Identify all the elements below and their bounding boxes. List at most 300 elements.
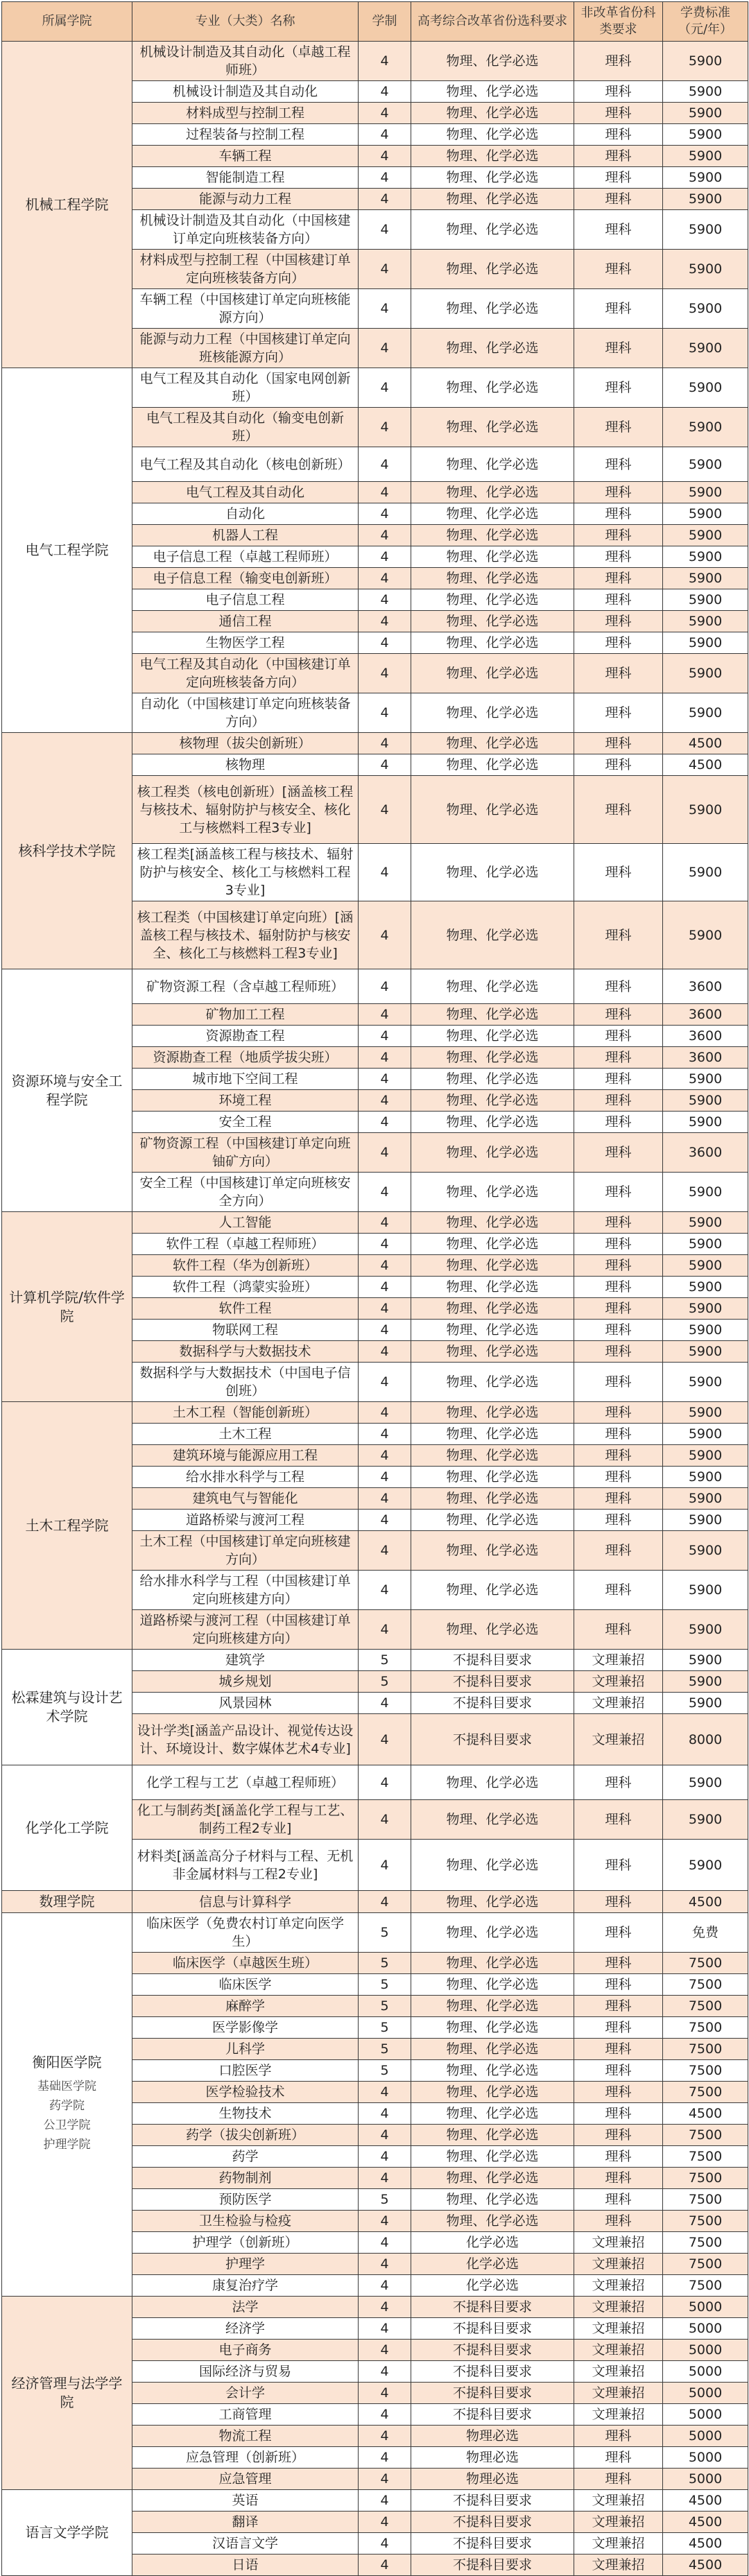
- years-cell: 4: [359, 1047, 411, 1069]
- years-cell: 4: [359, 1298, 411, 1320]
- major-name-cell: 材料成型与控制工程（中国核建订单定向班核装备方向）: [132, 250, 359, 289]
- reform-subjects-cell: 物理、化学必选: [411, 1255, 574, 1277]
- nonreform-category-cell: 理科: [574, 81, 663, 103]
- major-name-cell: 康复治疗学: [132, 2275, 359, 2297]
- nonreform-category-cell: 理科: [574, 525, 663, 546]
- years-cell: 4: [359, 1510, 411, 1531]
- years-cell: 4: [359, 1714, 411, 1765]
- years-cell: 4: [359, 1112, 411, 1133]
- major-name-cell: 化学工程与工艺（卓越工程师班）: [132, 1765, 359, 1800]
- tuition-cell: 5900: [663, 81, 748, 103]
- major-name-cell: 给水排水科学与工程: [132, 1467, 359, 1488]
- years-cell: 4: [359, 1234, 411, 1255]
- major-name-cell: 核工程类（核电创新班）[涵盖核工程与核技术、辐射防护与核安全、核化工与核燃料工程3专业]: [132, 776, 359, 844]
- major-name-cell: 数据科学与大数据技术（中国电子信创班）: [132, 1363, 359, 1402]
- reform-subjects-cell: 不提科目要求: [411, 1714, 574, 1765]
- major-name-cell: 矿物加工工程: [132, 1004, 359, 1026]
- nonreform-category-cell: 理科: [574, 1363, 663, 1402]
- nonreform-category-cell: 理科: [574, 124, 663, 146]
- tuition-cell: 5900: [663, 1090, 748, 1112]
- nonreform-category-cell: 理科: [574, 368, 663, 408]
- reform-subjects-cell: 物理、化学必选: [411, 503, 574, 525]
- reform-subjects-cell: 物理、化学必选: [411, 289, 574, 329]
- tuition-cell: 5900: [663, 1341, 748, 1363]
- years-cell: 4: [359, 776, 411, 844]
- nonreform-category-cell: 理科: [574, 589, 663, 611]
- header-nonreform-category: 非改革省份科类要求: [574, 2, 663, 42]
- major-name-cell: 通信工程: [132, 611, 359, 632]
- major-name-cell: 经济学: [132, 2318, 359, 2340]
- major-name-cell: 机械设计制造及其自动化（卓越工程师班）: [132, 42, 359, 81]
- reform-subjects-cell: 物理、化学必选: [411, 2082, 574, 2103]
- nonreform-category-cell: 理科: [574, 693, 663, 733]
- major-name-cell: 机器人工程: [132, 525, 359, 546]
- years-cell: 4: [359, 733, 411, 754]
- years-cell: 4: [359, 1173, 411, 1212]
- reform-subjects-cell: 不提科目要求: [411, 2340, 574, 2361]
- reform-subjects-cell: 物理、化学必选: [411, 2168, 574, 2189]
- college-name-cell: 衡阳医学院 基础医学院 药学院 公卫学院 护理学院: [2, 1913, 132, 2297]
- nonreform-category-cell: 理科: [574, 2125, 663, 2146]
- college-name-cell: 经济管理与法学学院: [2, 2297, 132, 2490]
- nonreform-category-cell: 理科: [574, 2447, 663, 2469]
- tuition-cell: 5900: [663, 611, 748, 632]
- reform-subjects-cell: 物理、化学必选: [411, 1996, 574, 2017]
- years-cell: 4: [359, 2447, 411, 2469]
- reform-subjects-cell: 物理、化学必选: [411, 2211, 574, 2232]
- reform-subjects-cell: 物理、化学必选: [411, 1112, 574, 1133]
- years-cell: 4: [359, 289, 411, 329]
- tuition-cell: 5900: [663, 1571, 748, 1610]
- reform-subjects-cell: 物理、化学必选: [411, 1212, 574, 1234]
- nonreform-category-cell: 理科: [574, 210, 663, 250]
- major-name-cell: 电气工程及其自动化: [132, 482, 359, 503]
- major-name-cell: 法学: [132, 2297, 359, 2318]
- nonreform-category-cell: 理科: [574, 2168, 663, 2189]
- years-cell: 4: [359, 546, 411, 568]
- reform-subjects-cell: 化学必选: [411, 2275, 574, 2297]
- nonreform-category-cell: 理科: [574, 1212, 663, 1234]
- college-name-cell: 土木工程学院: [2, 1402, 132, 1650]
- tuition-cell: 5900: [663, 167, 748, 189]
- tuition-cell: 5900: [663, 546, 748, 568]
- reform-subjects-cell: 物理、化学必选: [411, 632, 574, 654]
- years-cell: 4: [359, 2490, 411, 2512]
- tuition-cell: 5900: [663, 1255, 748, 1277]
- years-cell: 4: [359, 167, 411, 189]
- reform-subjects-cell: 化学必选: [411, 2232, 574, 2254]
- college-name-cell: 数理学院: [2, 1891, 132, 1913]
- tuition-cell: 5900: [663, 1693, 748, 1714]
- reform-subjects-cell: 物理、化学必选: [411, 1953, 574, 1974]
- years-cell: 4: [359, 250, 411, 289]
- tuition-cell: 5900: [663, 1650, 748, 1671]
- tuition-cell: 3600: [663, 1026, 748, 1047]
- reform-subjects-cell: 物理、化学必选: [411, 525, 574, 546]
- years-cell: 4: [359, 1693, 411, 1714]
- nonreform-category-cell: 理科: [574, 776, 663, 844]
- tuition-cell: 5900: [663, 189, 748, 210]
- reform-subjects-cell: 物理、化学必选: [411, 189, 574, 210]
- major-name-cell: 软件工程（卓越工程师班）: [132, 1234, 359, 1255]
- tuition-cell: 5900: [663, 1277, 748, 1298]
- major-name-cell: 智能制造工程: [132, 167, 359, 189]
- tuition-cell: 7500: [663, 2168, 748, 2189]
- years-cell: 4: [359, 2275, 411, 2297]
- years-cell: 5: [359, 1996, 411, 2017]
- reform-subjects-cell: 物理、化学必选: [411, 2017, 574, 2039]
- reform-subjects-cell: 物理、化学必选: [411, 1913, 574, 1953]
- reform-subjects-cell: 物理、化学必选: [411, 1277, 574, 1298]
- tuition-cell: 3600: [663, 1133, 748, 1173]
- years-cell: 4: [359, 611, 411, 632]
- tuition-cell: 5900: [663, 1212, 748, 1234]
- years-cell: 4: [359, 2512, 411, 2533]
- years-cell: 4: [359, 1765, 411, 1800]
- years-cell: 4: [359, 1402, 411, 1424]
- major-name-cell: 物联网工程: [132, 1320, 359, 1341]
- reform-subjects-cell: 不提科目要求: [411, 2512, 574, 2533]
- tuition-cell: 8000: [663, 1714, 748, 1765]
- major-name-cell: 自动化（中国核建订单定向班核装备方向）: [132, 693, 359, 733]
- reform-subjects-cell: 物理、化学必选: [411, 1424, 574, 1445]
- reform-subjects-cell: 物理、化学必选: [411, 733, 574, 754]
- major-name-cell: 核工程类（中国核建订单定向班）[涵盖核工程与核技术、辐射防护与核安全、核化工与核燃料工程3专业]: [132, 901, 359, 969]
- tuition-cell: 5900: [663, 1112, 748, 1133]
- nonreform-category-cell: 文理兼招: [574, 2512, 663, 2533]
- nonreform-category-cell: 理科: [574, 42, 663, 81]
- nonreform-category-cell: 理科: [574, 654, 663, 693]
- major-name-cell: 电气工程及其自动化（核电创新班）: [132, 447, 359, 482]
- nonreform-category-cell: 理科: [574, 1298, 663, 1320]
- nonreform-category-cell: 理科: [574, 1424, 663, 1445]
- nonreform-category-cell: 理科: [574, 503, 663, 525]
- major-name-cell: 材料成型与控制工程: [132, 103, 359, 124]
- major-name-cell: 化工与制药类[涵盖化学工程与工艺、制药工程2专业]: [132, 1800, 359, 1840]
- years-cell: 4: [359, 1571, 411, 1610]
- nonreform-category-cell: 理科: [574, 844, 663, 901]
- reform-subjects-cell: 物理、化学必选: [411, 2103, 574, 2125]
- years-cell: 4: [359, 124, 411, 146]
- tuition-cell: 3600: [663, 1047, 748, 1069]
- tuition-cell: 4500: [663, 2533, 748, 2555]
- tuition-cell: 5000: [663, 2404, 748, 2426]
- years-cell: 4: [359, 1212, 411, 1234]
- tuition-cell: 5900: [663, 1510, 748, 1531]
- years-cell: 5: [359, 1913, 411, 1953]
- reform-subjects-cell: 物理、化学必选: [411, 124, 574, 146]
- reform-subjects-cell: 物理、化学必选: [411, 1234, 574, 1255]
- major-name-cell: 建筑电气与智能化: [132, 1488, 359, 1510]
- tuition-cell: 5900: [663, 210, 748, 250]
- reform-subjects-cell: 物理、化学必选: [411, 1090, 574, 1112]
- nonreform-category-cell: 理科: [574, 632, 663, 654]
- years-cell: 5: [359, 2017, 411, 2039]
- years-cell: 4: [359, 2232, 411, 2254]
- years-cell: 4: [359, 503, 411, 525]
- tuition-cell: 5900: [663, 589, 748, 611]
- years-cell: 4: [359, 2318, 411, 2340]
- years-cell: 4: [359, 482, 411, 503]
- reform-subjects-cell: 物理、化学必选: [411, 146, 574, 167]
- nonreform-category-cell: 理科: [574, 2146, 663, 2168]
- table-row: [2, 2490, 748, 2512]
- major-name-cell: 设计学类[涵盖产品设计、视觉传达设计、环境设计、数字媒体艺术4专业]: [132, 1714, 359, 1765]
- major-name-cell: 电子信息工程（卓越工程师班）: [132, 546, 359, 568]
- tuition-cell: 5000: [663, 2361, 748, 2383]
- header-college: 所属学院: [2, 2, 132, 42]
- major-name-cell: 生物医学工程: [132, 632, 359, 654]
- major-name-cell: 资源勘查工程（地质学拔尖班）: [132, 1047, 359, 1069]
- table-row: [2, 2297, 748, 2318]
- major-name-cell: 医学影像学: [132, 2017, 359, 2039]
- major-name-cell: 环境工程: [132, 1090, 359, 1112]
- major-name-cell: 预防医学: [132, 2189, 359, 2211]
- reform-subjects-cell: 物理、化学必选: [411, 1320, 574, 1341]
- tuition-cell: 5900: [663, 1298, 748, 1320]
- reform-subjects-cell: 物理、化学必选: [411, 482, 574, 503]
- nonreform-category-cell: 文理兼招: [574, 2533, 663, 2555]
- tuition-cell: 5900: [663, 654, 748, 693]
- header-row: [2, 2, 748, 42]
- nonreform-category-cell: 理科: [574, 1445, 663, 1467]
- nonreform-category-cell: 理科: [574, 1133, 663, 1173]
- nonreform-category-cell: 理科: [574, 1004, 663, 1026]
- nonreform-category-cell: 理科: [574, 733, 663, 754]
- reform-subjects-cell: 物理、化学必选: [411, 1173, 574, 1212]
- major-name-cell: 国际经济与贸易: [132, 2361, 359, 2383]
- tuition-cell: 7500: [663, 1974, 748, 1996]
- tuition-cell: 5000: [663, 2318, 748, 2340]
- years-cell: 4: [359, 2146, 411, 2168]
- major-name-cell: 电气工程及其自动化（中国核建订单定向班核装备方向）: [132, 654, 359, 693]
- nonreform-category-cell: 理科: [574, 2082, 663, 2103]
- major-name-cell: 电子信息工程（输变电创新班）: [132, 568, 359, 589]
- major-name-cell: 建筑学: [132, 1650, 359, 1671]
- major-name-cell: 土木工程: [132, 1424, 359, 1445]
- table-row: [2, 733, 748, 754]
- tuition-cell: 3600: [663, 969, 748, 1004]
- major-name-cell: 口腔医学: [132, 2060, 359, 2082]
- nonreform-category-cell: 理科: [574, 289, 663, 329]
- reform-subjects-cell: 物理必选: [411, 2447, 574, 2469]
- tuition-cell: 5900: [663, 447, 748, 482]
- nonreform-category-cell: 理科: [574, 329, 663, 368]
- tuition-cell: 5900: [663, 503, 748, 525]
- tuition-cell: 5900: [663, 1765, 748, 1800]
- years-cell: 4: [359, 1891, 411, 1913]
- tuition-cell: 5900: [663, 1402, 748, 1424]
- reform-subjects-cell: 物理、化学必选: [411, 1531, 574, 1571]
- major-name-cell: 人工智能: [132, 1212, 359, 1234]
- years-cell: 4: [359, 2383, 411, 2404]
- reform-subjects-cell: 物理、化学必选: [411, 2125, 574, 2146]
- major-name-cell: 建筑环境与能源应用工程: [132, 1445, 359, 1467]
- reform-subjects-cell: 物理、化学必选: [411, 1133, 574, 1173]
- tuition-cell: 5900: [663, 124, 748, 146]
- years-cell: 4: [359, 632, 411, 654]
- table-row: [2, 1650, 748, 1671]
- nonreform-category-cell: 理科: [574, 2060, 663, 2082]
- major-name-cell: 医学检验技术: [132, 2082, 359, 2103]
- reform-subjects-cell: 物理、化学必选: [411, 1467, 574, 1488]
- years-cell: 5: [359, 2039, 411, 2060]
- nonreform-category-cell: 理科: [574, 1402, 663, 1424]
- major-name-cell: 药学: [132, 2146, 359, 2168]
- years-cell: 4: [359, 1277, 411, 1298]
- college-name-cell: 语言文学学院: [2, 2490, 132, 2576]
- years-cell: 4: [359, 2082, 411, 2103]
- major-name-cell: 应急管理（创新班）: [132, 2447, 359, 2469]
- major-name-cell: 电子信息工程: [132, 589, 359, 611]
- nonreform-category-cell: 文理兼招: [574, 2254, 663, 2275]
- reform-subjects-cell: 物理、化学必选: [411, 368, 574, 408]
- tuition-cell: 5900: [663, 901, 748, 969]
- tuition-cell: 7500: [663, 2039, 748, 2060]
- major-name-cell: 翻译: [132, 2512, 359, 2533]
- reform-subjects-cell: 物理、化学必选: [411, 589, 574, 611]
- years-cell: 5: [359, 1953, 411, 1974]
- years-cell: 4: [359, 1026, 411, 1047]
- nonreform-category-cell: 理科: [574, 969, 663, 1004]
- tuition-cell: 5900: [663, 1069, 748, 1090]
- nonreform-category-cell: 理科: [574, 754, 663, 776]
- major-name-cell: 核物理: [132, 754, 359, 776]
- reform-subjects-cell: 物理、化学必选: [411, 1610, 574, 1650]
- tuition-cell: 5900: [663, 1840, 748, 1891]
- major-name-cell: 临床医学（免费农村订单定向医学生）: [132, 1913, 359, 1953]
- nonreform-category-cell: 理科: [574, 447, 663, 482]
- years-cell: 4: [359, 2103, 411, 2125]
- reform-subjects-cell: 不提科目要求: [411, 2490, 574, 2512]
- years-cell: 4: [359, 901, 411, 969]
- reform-subjects-cell: 物理、化学必选: [411, 1026, 574, 1047]
- sub-college-name: 基础医学院: [37, 2079, 96, 2093]
- table-row: [2, 1402, 748, 1424]
- major-name-cell: 核物理（拔尖创新班）: [132, 733, 359, 754]
- years-cell: 4: [359, 1133, 411, 1173]
- years-cell: 5: [359, 1671, 411, 1693]
- college-name-cell: 核科学技术学院: [2, 733, 132, 969]
- tuition-cell: 7500: [663, 1996, 748, 2017]
- nonreform-category-cell: 理科: [574, 1026, 663, 1047]
- nonreform-category-cell: 理科: [574, 568, 663, 589]
- major-name-cell: 矿物资源工程（中国核建订单定向班铀矿方向）: [132, 1133, 359, 1173]
- nonreform-category-cell: 理科: [574, 901, 663, 969]
- major-name-cell: 工商管理: [132, 2404, 359, 2426]
- nonreform-category-cell: 理科: [574, 1996, 663, 2017]
- table-row: [2, 1913, 748, 1953]
- nonreform-category-cell: 理科: [574, 1840, 663, 1891]
- nonreform-category-cell: 理科: [574, 1488, 663, 1510]
- reform-subjects-cell: 物理、化学必选: [411, 42, 574, 81]
- reform-subjects-cell: 物理、化学必选: [411, 329, 574, 368]
- years-cell: 4: [359, 368, 411, 408]
- years-cell: 4: [359, 1467, 411, 1488]
- reform-subjects-cell: 物理、化学必选: [411, 81, 574, 103]
- tuition-cell: 5900: [663, 1363, 748, 1402]
- admissions-table-wrapper: [1, 1, 748, 2576]
- years-cell: 5: [359, 1650, 411, 1671]
- reform-subjects-cell: 物理、化学必选: [411, 1445, 574, 1467]
- header-tuition: 学费标准（元/年）: [663, 2, 748, 42]
- tuition-cell: 5000: [663, 2447, 748, 2469]
- major-name-cell: 儿科学: [132, 2039, 359, 2060]
- reform-subjects-cell: 物理、化学必选: [411, 447, 574, 482]
- major-name-cell: 软件工程: [132, 1298, 359, 1320]
- reform-subjects-cell: 物理、化学必选: [411, 1069, 574, 1090]
- major-name-cell: 能源与动力工程（中国核建订单定向班核能源方向）: [132, 329, 359, 368]
- reform-subjects-cell: 物理、化学必选: [411, 1800, 574, 1840]
- years-cell: 4: [359, 103, 411, 124]
- major-name-cell: 给水排水科学与工程（中国核建订单定向班核建方向）: [132, 1571, 359, 1610]
- tuition-cell: 5900: [663, 568, 748, 589]
- years-cell: 5: [359, 1974, 411, 1996]
- major-name-cell: 城市地下空间工程: [132, 1069, 359, 1090]
- nonreform-category-cell: 理科: [574, 1173, 663, 1212]
- tuition-cell: 5900: [663, 482, 748, 503]
- tuition-cell: 4500: [663, 2490, 748, 2512]
- nonreform-category-cell: 理科: [574, 146, 663, 167]
- major-name-cell: 临床医学: [132, 1974, 359, 1996]
- years-cell: 4: [359, 754, 411, 776]
- tuition-cell: 4500: [663, 754, 748, 776]
- nonreform-category-cell: 理科: [574, 1800, 663, 1840]
- tuition-cell: 免费: [663, 1913, 748, 1953]
- years-cell: 4: [359, 42, 411, 81]
- reform-subjects-cell: 物理、化学必选: [411, 693, 574, 733]
- nonreform-category-cell: 理科: [574, 103, 663, 124]
- nonreform-category-cell: 理科: [574, 189, 663, 210]
- nonreform-category-cell: 文理兼招: [574, 1714, 663, 1765]
- reform-subjects-cell: 不提科目要求: [411, 2404, 574, 2426]
- reform-subjects-cell: 物理、化学必选: [411, 1891, 574, 1913]
- tuition-cell: 5900: [663, 1445, 748, 1467]
- sub-college-list: [5, 2079, 129, 2152]
- major-name-cell: 土木工程（中国核建订单定向班核建方向）: [132, 1531, 359, 1571]
- sub-college-name: 药学院: [49, 2098, 85, 2113]
- reform-subjects-cell: 不提科目要求: [411, 1671, 574, 1693]
- tuition-cell: 5900: [663, 693, 748, 733]
- tuition-cell: 7500: [663, 2254, 748, 2275]
- nonreform-category-cell: 理科: [574, 2103, 663, 2125]
- reform-subjects-cell: 物理、化学必选: [411, 1571, 574, 1610]
- tuition-cell: 5900: [663, 1234, 748, 1255]
- years-cell: 4: [359, 1488, 411, 1510]
- reform-subjects-cell: 物理、化学必选: [411, 2060, 574, 2082]
- nonreform-category-cell: 理科: [574, 1610, 663, 1650]
- tuition-cell: 5000: [663, 2383, 748, 2404]
- reform-subjects-cell: 不提科目要求: [411, 2555, 574, 2576]
- years-cell: 4: [359, 329, 411, 368]
- years-cell: 4: [359, 654, 411, 693]
- reform-subjects-cell: 物理、化学必选: [411, 1341, 574, 1363]
- nonreform-category-cell: 理科: [574, 2189, 663, 2211]
- reform-subjects-cell: 不提科目要求: [411, 2297, 574, 2318]
- nonreform-category-cell: 理科: [574, 1891, 663, 1913]
- years-cell: 4: [359, 1341, 411, 1363]
- reform-subjects-cell: 物理、化学必选: [411, 2039, 574, 2060]
- tuition-cell: 5900: [663, 776, 748, 844]
- reform-subjects-cell: 不提科目要求: [411, 1693, 574, 1714]
- major-name-cell: 药学（拔尖创新班）: [132, 2125, 359, 2146]
- years-cell: 4: [359, 2168, 411, 2189]
- years-cell: 4: [359, 1840, 411, 1891]
- sub-college-name: 公卫学院: [43, 2118, 91, 2132]
- major-name-cell: 软件工程（华为创新班）: [132, 1255, 359, 1277]
- years-cell: 4: [359, 1800, 411, 1840]
- years-cell: 4: [359, 2254, 411, 2275]
